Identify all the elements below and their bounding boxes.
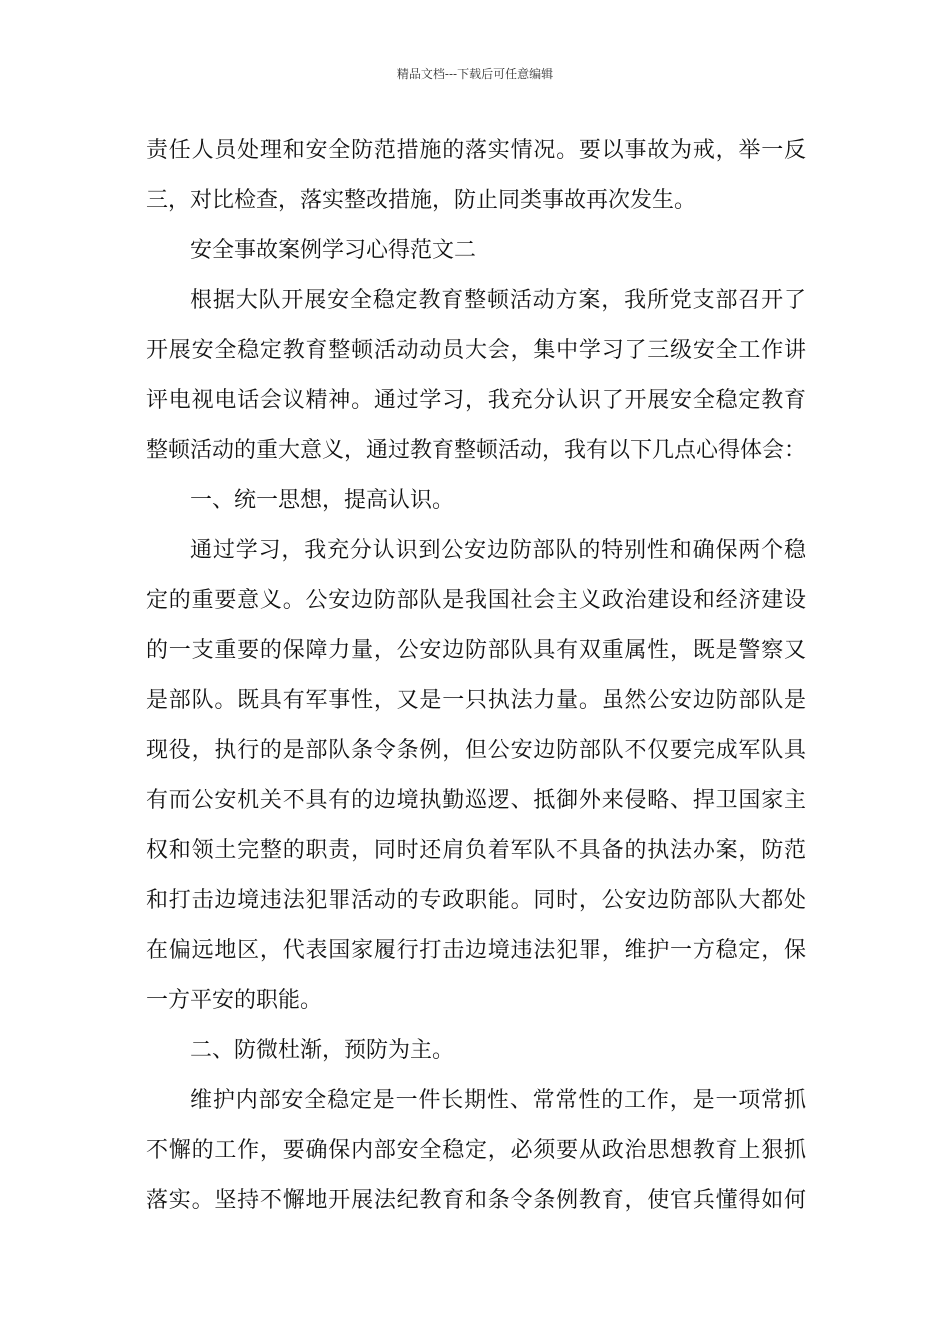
text-line: 一方平安的职能。 <box>146 988 323 1013</box>
subheading: 二、防微杜渐，预防为主。 <box>190 1038 455 1063</box>
text-line: 维护内部安全稳定是一件长期性、常常性的工作，是一项常抓 <box>190 1088 806 1113</box>
page-header: 精品文档---下载后可任意编辑 <box>396 67 554 81</box>
text-line: 评电视电话会议精神。通过学习，我充分认识了开展安全稳定教育 <box>146 388 806 413</box>
text-line: 的一支重要的保障力量，公安边防部队具有双重属性，既是警察又 <box>146 638 806 663</box>
text-line: 整顿活动的重大意义，通过教育整顿活动，我有以下几点心得体会： <box>146 438 806 463</box>
text-line: 落实。坚持不懈地开展法纪教育和条令条例教育，使官兵懂得如何 <box>146 1188 806 1213</box>
text-line: 有而公安机关不具有的边境执勤巡逻、抵御外来侵略、捍卫国家主 <box>146 788 806 813</box>
text-line: 责任人员处理和安全防范措施的落实情况。要以事故为戒，举一反 <box>146 138 806 163</box>
text-line: 不懈的工作，要确保内部安全稳定，必须要从政治思想教育上狠抓 <box>146 1138 806 1163</box>
text-line: 在偏远地区，代表国家履行打击边境违法犯罪，维护一方稳定，保 <box>146 938 806 963</box>
document-body <box>146 126 806 1226</box>
text-line: 权和领土完整的职责，同时还肩负着军队不具备的执法办案，防范 <box>146 838 806 863</box>
section-title: 安全事故案例学习心得范文二 <box>190 238 477 263</box>
text-line: 是部队。既具有军事性，又是一只执法力量。虽然公安边防部队是 <box>146 688 806 713</box>
text-line: 和打击边境违法犯罪活动的专政职能。同时，公安边防部队大都处 <box>146 888 806 913</box>
subheading: 一、统一思想，提高认识。 <box>190 488 455 513</box>
text-line: 三，对比检查，落实整改措施，防止同类事故再次发生。 <box>146 188 697 213</box>
text-line: 定的重要意义。公安边防部队是我国社会主义政治建设和经济建设 <box>146 588 806 613</box>
text-line: 现役，执行的是部队条令条例，但公安边防部队不仅要完成军队具 <box>146 738 806 763</box>
text-line: 开展安全稳定教育整顿活动动员大会，集中学习了三级安全工作讲 <box>146 338 806 363</box>
text-line: 通过学习，我充分认识到公安边防部队的特别性和确保两个稳 <box>190 538 806 563</box>
text-line: 根据大队开展安全稳定教育整顿活动方案，我所党支部召开了 <box>190 288 806 313</box>
